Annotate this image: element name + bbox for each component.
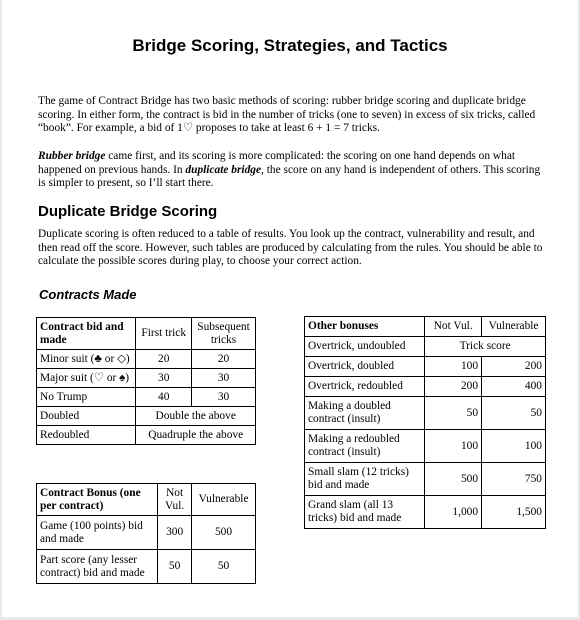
table-row: Part score (any lesser contract) bid and made 50 50 bbox=[37, 550, 256, 584]
table-row: No Trump 40 30 bbox=[37, 388, 256, 407]
header-cell: Not Vul. bbox=[158, 484, 192, 516]
table-row: Overtrick, doubled 100 200 bbox=[305, 357, 546, 377]
duplicate-scoring-paragraph: Duplicate scoring is often reduced to a table of results. You look up the contract, vulnerability and result, and then read off the score. However, such tables are produced by calculating from the rules. You should be able to calculate the possible scores during play, to choose your correct action. bbox=[38, 228, 543, 268]
other-bonuses-table bbox=[304, 316, 546, 529]
header-cell: First trick bbox=[136, 318, 192, 350]
header-cell: Contract Bonus (one per contract) bbox=[37, 484, 158, 516]
table-row: Minor suit (♣ or ◇) 20 20 bbox=[37, 350, 256, 369]
table-row: Overtrick, redoubled 200 400 bbox=[305, 377, 546, 397]
header-cell: Vulnerable bbox=[192, 484, 256, 516]
duplicate-bridge-term: duplicate bridge bbox=[185, 163, 262, 176]
table-header-row bbox=[37, 318, 256, 350]
page-title: Bridge Scoring, Strategies, and Tactics bbox=[132, 36, 448, 55]
header-cell: Other bonuses bbox=[305, 317, 425, 337]
section-heading: Duplicate Bridge Scoring bbox=[38, 203, 218, 220]
table-row: Small slam (12 tricks) bid and made 500 750 bbox=[305, 463, 546, 496]
document-page bbox=[2, 0, 578, 617]
header-cell: Contract bid and made bbox=[37, 318, 136, 350]
table-row: Overtrick, undoubled Trick score bbox=[305, 337, 546, 357]
intro-paragraph: The game of Contract Bridge has two basic methods of scoring: rubber bridge scoring and duplicate bridge scoring. In either form, the contract is bid in the number of tricks (one to seven) in excess of six tricks, called “book”. For example, a bid of 1♡ proposes to take at least 6 + 1 = 7 tricks. bbox=[38, 95, 536, 135]
table-row: Doubled Double the above bbox=[37, 407, 256, 426]
header-cell: Subsequent tricks bbox=[192, 318, 256, 350]
rubber-bridge-term: Rubber bridge bbox=[38, 150, 106, 162]
table-header-row bbox=[305, 317, 546, 337]
table-row: Making a redoubled contract (insult) 100 100 bbox=[305, 430, 546, 463]
table-row: Redoubled Quadruple the above bbox=[37, 426, 256, 445]
table-row: Grand slam (all 13 tricks) bid and made 1,000 1,500 bbox=[305, 496, 546, 529]
table-row: Game (100 points) bid and made 300 500 bbox=[37, 516, 256, 550]
rubber-vs-duplicate-paragraph: Rubber bridge came first, and its scoring is more complicated: the scoring on one hand depends on what happened on previous hands. In duplicate bridge, the score on any hand is independent of others. This scoring is simpler to present, so I’ll start there. bbox=[38, 150, 541, 190]
table-row: Major suit (♡ or ♠) 30 30 bbox=[37, 369, 256, 388]
header-cell: Vulnerable bbox=[482, 317, 546, 337]
subsection-heading: Contracts Made bbox=[39, 287, 137, 302]
table-header-row bbox=[37, 484, 256, 516]
header-cell: Not Vul. bbox=[425, 317, 482, 337]
contract-bonus-table bbox=[36, 483, 256, 584]
contracts-made-table bbox=[36, 317, 256, 445]
table-row: Making a doubled contract (insult) 50 50 bbox=[305, 397, 546, 430]
